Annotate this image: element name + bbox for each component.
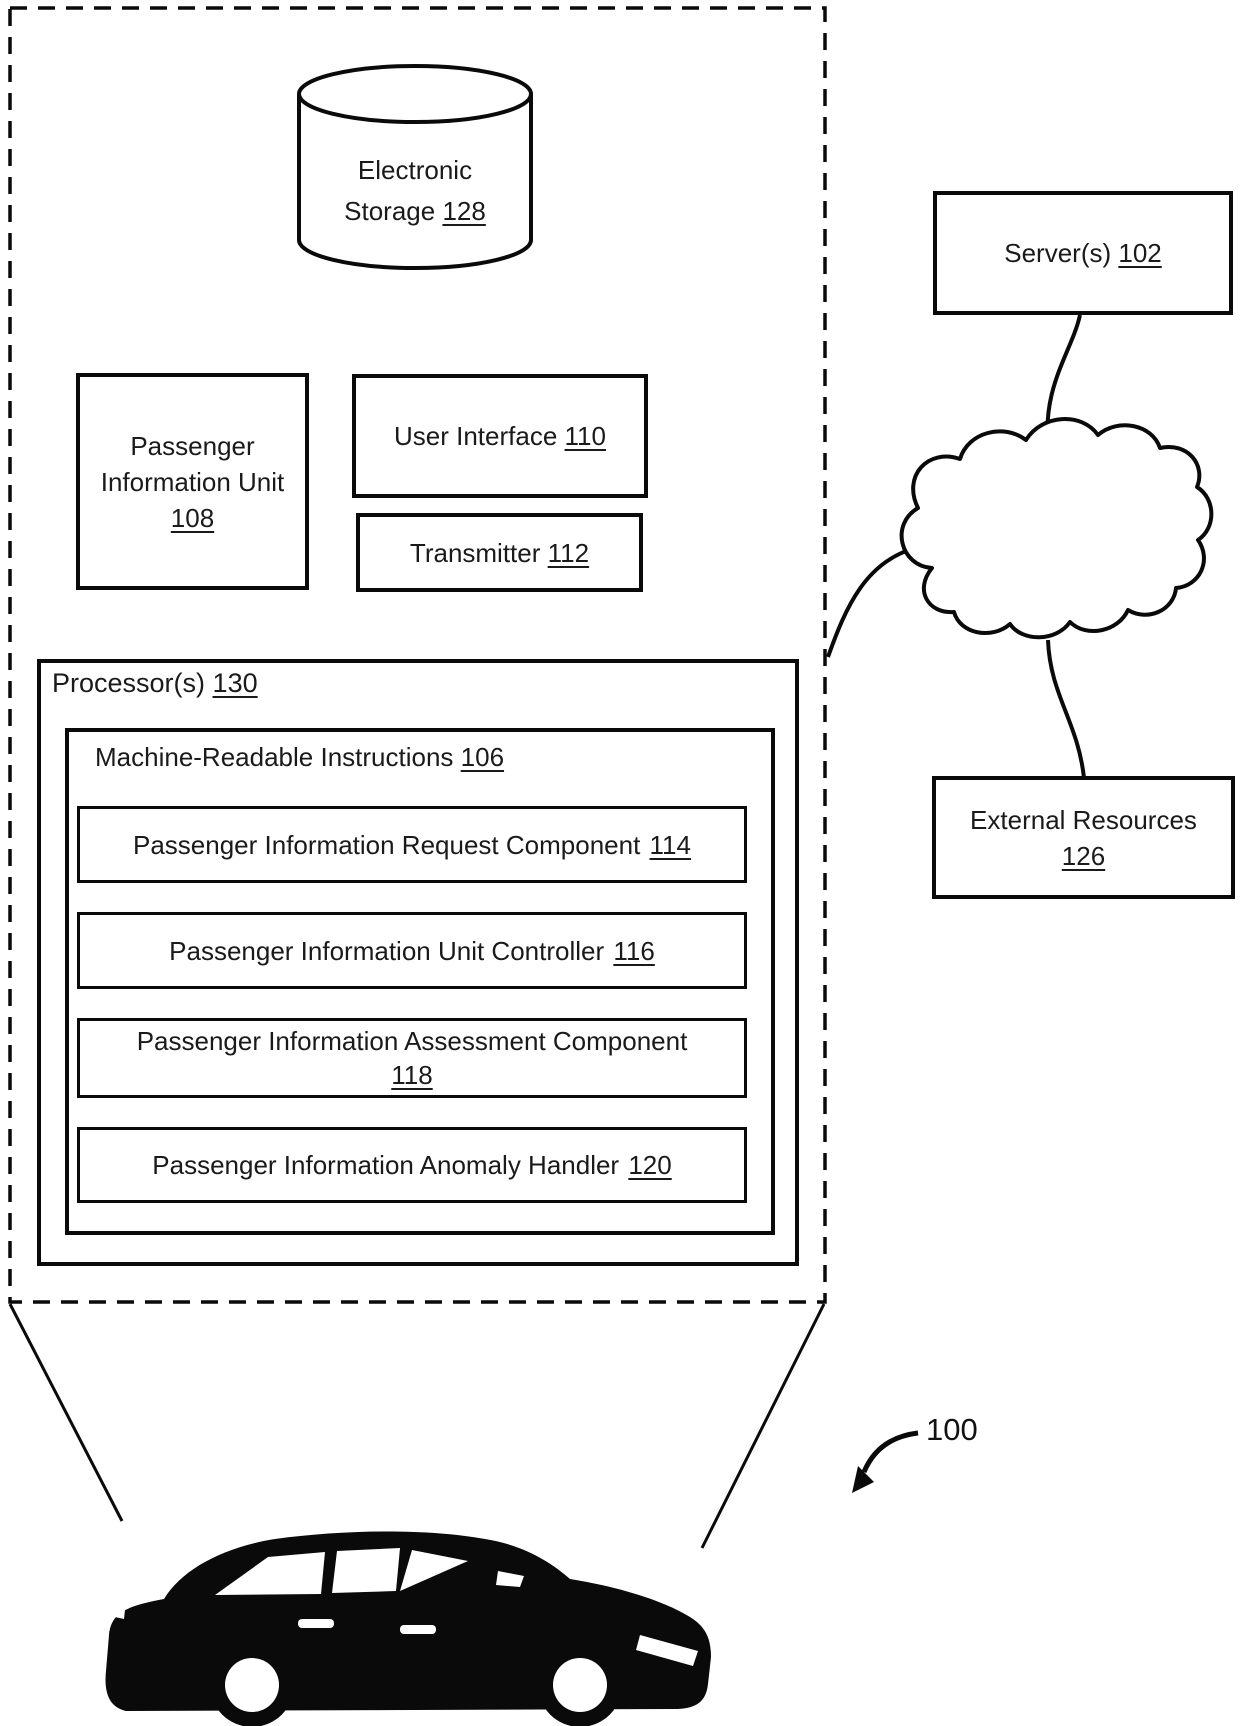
callout-line-left [10, 1304, 122, 1521]
component-passenger-information-request: Passenger Information Request Component 114 [77, 806, 747, 883]
processors-label: Processor(s) 130 [52, 668, 258, 698]
connector-cloud-to-vehicle-system [828, 548, 915, 657]
user-interface-label: User Interface 110 [394, 421, 606, 451]
figure-reference-100: 100 [926, 1412, 978, 1447]
curved-arrow-icon [852, 1433, 918, 1493]
component-passenger-information-anomaly-handler: Passenger Information Anomaly Handler 120 [77, 1127, 747, 1203]
servers-box [933, 191, 1233, 315]
transmitter-box [356, 513, 643, 592]
electronic-storage-label: Electronic Storage 128 [344, 155, 486, 226]
external-resources-label: External Resources 126 [970, 804, 1197, 871]
transmitter-label: Transmitter 112 [409, 537, 590, 568]
component-passenger-information-unit-controller: Passenger Information Unit Controller 116 [77, 912, 747, 989]
passenger-information-unit-label: Passenger Information Unit 108 [100, 430, 285, 533]
external-resources-box [932, 776, 1235, 899]
user-interface-box [352, 374, 648, 498]
machine-readable-instructions-label: Machine-Readable Instructions 106 [95, 742, 505, 772]
component-passenger-information-assessment: Passenger Information Assessment Component 118 [77, 1018, 747, 1098]
connector-cloud-to-external-resources [1048, 640, 1084, 778]
callout-line-right [702, 1304, 824, 1548]
network-cloud-icon [902, 419, 1212, 637]
passenger-information-unit-box [76, 373, 309, 590]
car-icon [106, 1532, 711, 1726]
servers-label: Server(s) 102 [1004, 238, 1162, 268]
